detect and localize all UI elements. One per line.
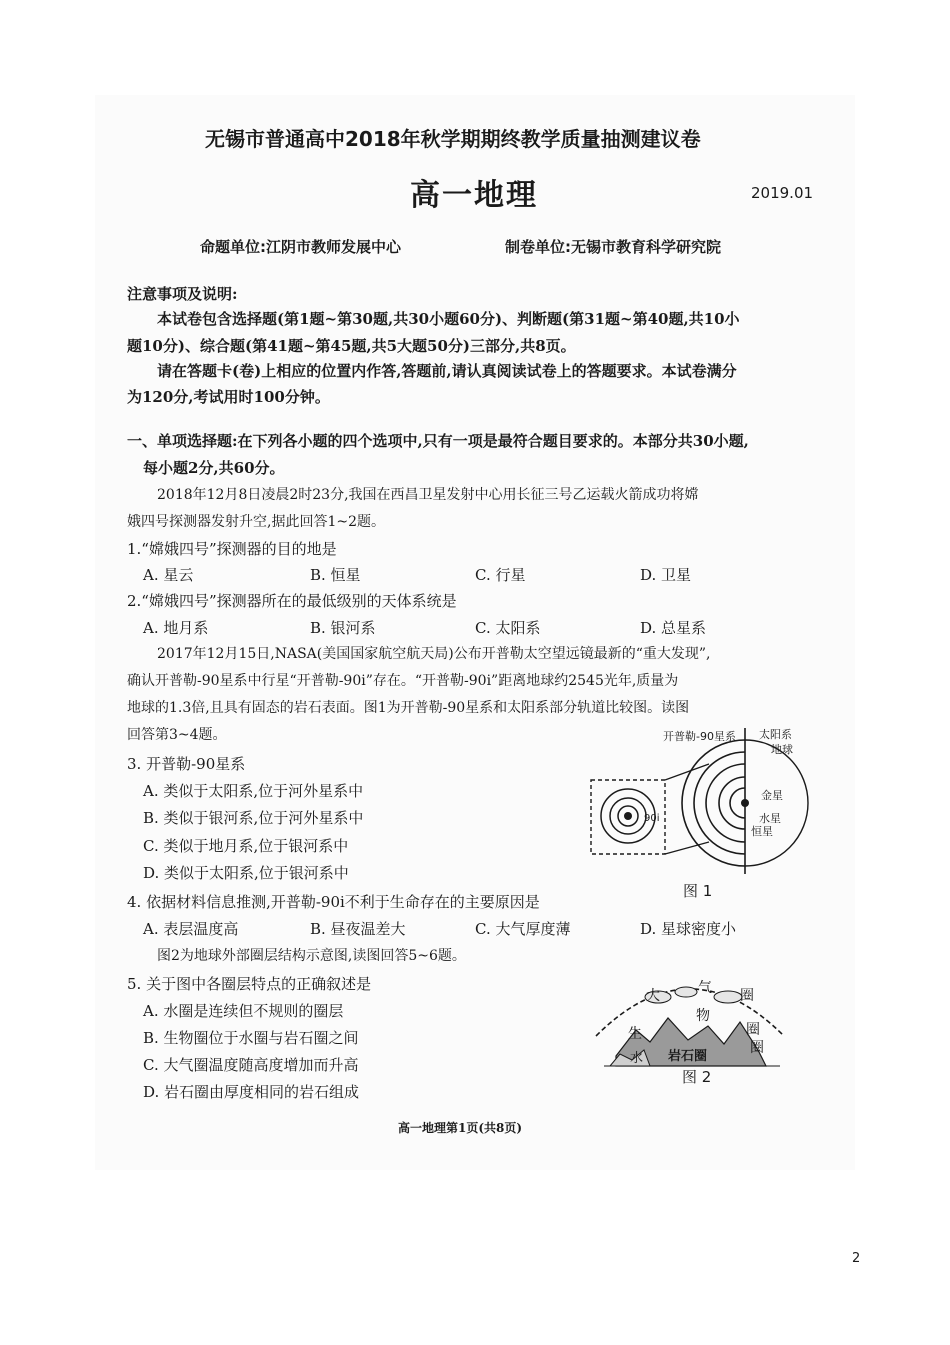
fig1-kepler-star-dot <box>624 812 632 820</box>
fig2-label-sheng: 生 <box>628 1026 642 1042</box>
fig1-earth-label: 地球 <box>771 743 793 756</box>
fig2-label-quan3: 圈 <box>750 1040 764 1056</box>
exam-date: 2019.01 <box>751 184 814 202</box>
fig1-venus-label: 金星 <box>761 789 783 802</box>
q5-option-a: A. 水圈是连续但不规则的圈层 <box>143 1002 344 1020</box>
q3-option-a: A. 类似于太阳系,位于河外星系中 <box>143 782 364 800</box>
q5-option-b: B. 生物圈位于水圈与岩石圈之间 <box>143 1029 359 1047</box>
material2-line3: 地球的1.3倍,且具有固态的岩石表面。图1为开普勒-90星系和太阳系部分轨道比较图。读图 <box>127 700 690 716</box>
material3-line1: 图2为地球外部圈层结构示意图,读图回答5~6题。 <box>157 948 466 964</box>
q1-option-b: B. 恒星 <box>310 566 361 584</box>
fig1-orbit-earth-right <box>745 740 808 866</box>
fig1-star-label: 恒星 <box>751 825 773 838</box>
fig2-label-da: 大 <box>646 988 660 1004</box>
fig2-label-quan1: 圈 <box>740 988 754 1004</box>
fig2-label-shui: 水 <box>630 1051 644 1066</box>
q4-option-b: B. 昼夜温差大 <box>310 920 406 938</box>
fig1-kepler-label: 开普勒-90星系 <box>663 730 736 743</box>
fig1-orbit-mercury <box>706 764 745 842</box>
fig1-sun-dot <box>741 799 749 807</box>
q5-option-d: D. 岩石圈由厚度相同的岩石组成 <box>143 1083 360 1101</box>
fig1-planet-90i-label: 90i <box>644 813 660 824</box>
author-unit: 命题单位:江阴市教师发展中心 <box>200 238 401 256</box>
q2-option-d: D. 总星系 <box>640 619 707 637</box>
q5-stem: 5. 关于图中各圈层特点的正确叙述是 <box>127 975 372 993</box>
q3-option-c: C. 类似于地月系,位于银河系中 <box>143 837 349 855</box>
section1-line2: 每小题2分,共60分。 <box>143 459 285 477</box>
q3-option-d: D. 类似于太阳系,位于银河系中 <box>143 864 349 882</box>
material2-line1: 2017年12月15日,NASA(美国国家航空航天局)公布开普勒太空望远镜最新的“重大发现”, <box>157 646 711 662</box>
fig1-solar-label: 太阳系 <box>759 728 792 741</box>
fig2-cloud-3 <box>714 991 742 1003</box>
q2-option-b: B. 银河系 <box>310 619 376 637</box>
notes-heading: 注意事项及说明: <box>127 285 238 303</box>
fig1-caption: 图 1 <box>683 882 713 900</box>
q1-option-c: C. 行星 <box>475 566 526 584</box>
fig2-cloud-2 <box>675 987 697 997</box>
notes-p2-line2: 为120分,考试用时100分钟。 <box>127 388 330 406</box>
material1-line2: 娥四号探测器发射升空,据此回答1~2题。 <box>127 514 385 530</box>
notes-p2-line1: 请在答题卡(卷)上相应的位置内作答,答题前,请认真阅读试卷上的答题要求。本试卷满分 <box>157 362 737 380</box>
figure1-orbit-comparison <box>585 724 825 904</box>
fig2-label-qi: 气 <box>698 980 712 996</box>
maker-unit: 制卷单位:无锡市教育科学研究院 <box>505 238 722 256</box>
exam-title: 无锡市普通高中2018年秋学期期终教学质量抽测建议卷 <box>205 127 701 151</box>
q4-option-a: A. 表层温度高 <box>143 920 239 938</box>
fig2-label-rock: 岩石圈 <box>668 1049 708 1064</box>
fig1-zoom-line-bottom <box>665 842 709 854</box>
q3-stem: 3. 开普勒-90星系 <box>127 755 246 773</box>
q2-option-c: C. 太阳系 <box>475 619 541 637</box>
notes-p1-line2: 题10分)、综合题(第41题~第45题,共5大题50分)三部分,共8页。 <box>127 337 576 355</box>
fig2-caption: 图 2 <box>682 1068 712 1086</box>
subject-title: 高一地理 <box>410 178 538 213</box>
notes-p1-line1: 本试卷包含选择题(第1题~第30题,共30小题60分)、判断题(第31题~第40题,共10小 <box>157 310 740 328</box>
q1-option-d: D. 卫星 <box>640 566 692 584</box>
material1-line1: 2018年12月8日凌晨2时23分,我国在西昌卫星发射中心用长征三号乙运载火箭成功将嫦 <box>157 487 699 503</box>
q1-option-a: A. 星云 <box>143 566 194 584</box>
q4-option-c: C. 大气厚度薄 <box>475 920 571 938</box>
fig2-label-quan2: 圈 <box>746 1022 760 1038</box>
q2-option-a: A. 地月系 <box>143 619 209 637</box>
fig1-mercury-label: 水星 <box>759 812 781 825</box>
material2-line4: 回答第3~4题。 <box>127 727 227 743</box>
fig2-label-wu: 物 <box>696 1008 710 1024</box>
figure2-earth-spheres <box>590 970 790 1090</box>
q4-option-d: D. 星球密度小 <box>640 920 737 938</box>
page-footer: 高一地理第1页(共8页) <box>398 1121 523 1135</box>
pdf-page-number: 2 <box>852 1251 861 1266</box>
q1-stem: 1.“嫦娥四号”探测器的目的地是 <box>127 540 337 558</box>
q3-option-b: B. 类似于银河系,位于河外星系中 <box>143 809 364 827</box>
q4-stem: 4. 依据材料信息推测,开普勒-90i不利于生命存在的主要原因是 <box>127 893 540 911</box>
section1-line1: 一、单项选择题:在下列各小题的四个选项中,只有一项是最符合题目要求的。本部分共30小题, <box>127 432 749 450</box>
material2-line2: 确认开普勒-90星系中行星“开普勒-90i”存在。“开普勒-90i”距离地球约2545光年,质量为 <box>127 673 679 689</box>
q2-stem: 2.“嫦娥四号”探测器所在的最低级别的天体系统是 <box>127 592 457 610</box>
q5-option-c: C. 大气圈温度随高度增加而升高 <box>143 1056 359 1074</box>
